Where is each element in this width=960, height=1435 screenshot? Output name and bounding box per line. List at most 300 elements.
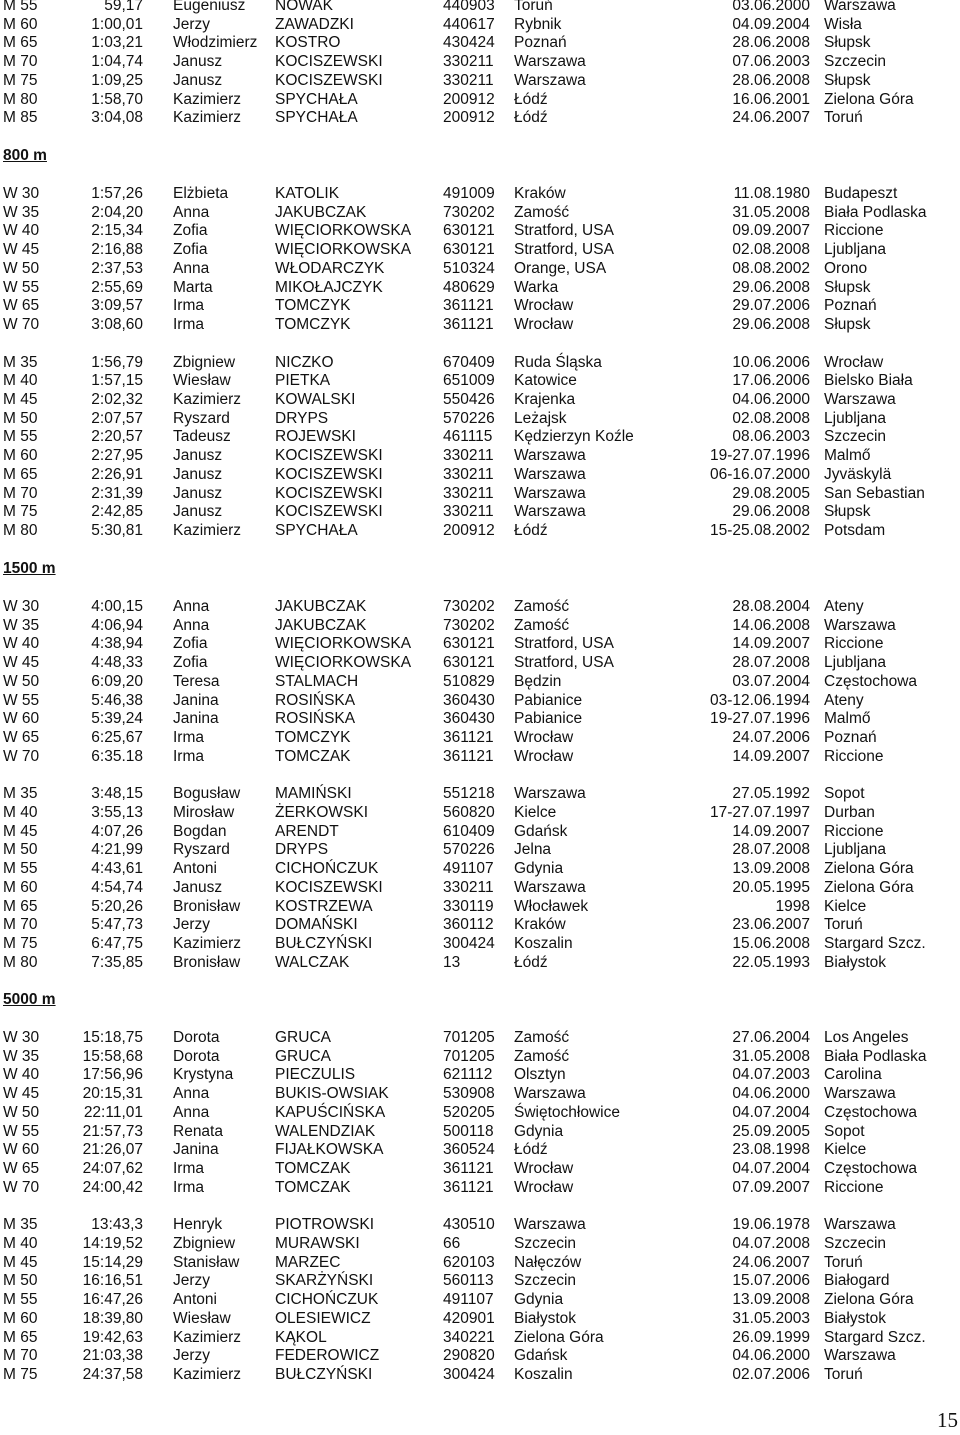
birth-code-cell: 730202 bbox=[443, 616, 495, 634]
category-cell: M 55 bbox=[3, 428, 38, 446]
venue-cell: Częstochowa bbox=[824, 1103, 918, 1121]
club-cell: Leżajsk bbox=[514, 409, 567, 427]
last-name-cell: GRUCA bbox=[275, 1029, 331, 1046]
record-row bbox=[0, 91, 960, 110]
category-cell: W 70 bbox=[3, 1178, 40, 1196]
birth-code-cell: 330119 bbox=[443, 897, 494, 915]
date-cell: 13.09.2008 bbox=[732, 860, 810, 878]
birth-code-cell: 420901 bbox=[443, 1309, 495, 1327]
first-name-cell: Irma bbox=[173, 729, 204, 746]
category-cell: M 45 bbox=[3, 822, 38, 840]
category-cell: W 35 bbox=[3, 1047, 40, 1065]
category-cell: W 50 bbox=[3, 1103, 40, 1121]
category-cell: M 60 bbox=[3, 447, 38, 465]
category-cell: M 65 bbox=[3, 465, 38, 483]
club-cell: Łódź bbox=[514, 953, 548, 971]
last-name-cell: ZAWADZKI bbox=[275, 15, 354, 33]
birth-code-cell: 730202 bbox=[443, 203, 495, 221]
record-row bbox=[0, 1235, 960, 1254]
birth-code-cell: 551218 bbox=[443, 785, 495, 803]
category-cell: M 80 bbox=[3, 522, 38, 539]
club-cell: Wrocław bbox=[514, 316, 574, 333]
category-cell: W 40 bbox=[3, 1066, 40, 1084]
record-row bbox=[0, 1048, 960, 1067]
category-cell: W 65 bbox=[3, 1160, 40, 1177]
category-cell: W 35 bbox=[3, 203, 40, 221]
last-name-cell: TOMCZYK bbox=[275, 316, 351, 333]
club-cell: Zamość bbox=[514, 616, 570, 634]
result-cell: 21:26,07 bbox=[82, 1141, 143, 1159]
club-cell: Wrocław bbox=[514, 1178, 574, 1196]
first-name-cell: Kazimierz bbox=[173, 109, 242, 127]
result-cell: 21:03,38 bbox=[82, 1347, 143, 1365]
venue-cell: Toruń bbox=[824, 109, 863, 127]
venue-cell: Ateny bbox=[824, 691, 864, 709]
last-name-cell: JAKUBCZAK bbox=[275, 203, 367, 221]
record-row bbox=[0, 260, 960, 279]
date-cell: 15.06.2008 bbox=[732, 935, 810, 952]
venue-cell: Białystok bbox=[824, 953, 887, 971]
first-name-cell: Ryszard bbox=[173, 409, 230, 427]
result-cell: 1:58,70 bbox=[91, 90, 143, 108]
last-name-cell: WŁODARCZYK bbox=[275, 259, 385, 277]
first-name-cell: Janina bbox=[173, 1141, 219, 1159]
result-cell: 6:09,20 bbox=[91, 672, 143, 690]
result-cell: 3:09,57 bbox=[91, 297, 143, 315]
category-cell: M 35 bbox=[3, 1216, 38, 1234]
club-cell: Łódź bbox=[514, 109, 548, 127]
last-name-cell: NOWAK bbox=[275, 0, 333, 14]
record-row bbox=[0, 1066, 960, 1085]
category-cell: M 60 bbox=[3, 15, 38, 33]
birth-code-cell: 330211 bbox=[443, 484, 494, 502]
result-cell: 5:20,26 bbox=[91, 897, 143, 915]
section-heading: 1500 m bbox=[3, 560, 56, 577]
category-cell: W 50 bbox=[3, 259, 40, 277]
record-row bbox=[0, 241, 960, 260]
venue-cell: San Sebastian bbox=[824, 484, 925, 502]
date-cell: 16.06.2001 bbox=[732, 90, 810, 108]
result-cell: 3:48,15 bbox=[91, 785, 143, 803]
venue-cell: Zielona Góra bbox=[824, 90, 914, 108]
record-row bbox=[0, 316, 960, 335]
venue-cell: Warszawa bbox=[824, 390, 896, 408]
result-cell: 5:30,81 bbox=[91, 522, 143, 539]
first-name-cell: Irma bbox=[173, 316, 204, 333]
venue-cell: Toruń bbox=[824, 1366, 863, 1383]
category-cell: W 45 bbox=[3, 654, 40, 672]
last-name-cell: SPYCHAŁA bbox=[275, 109, 358, 127]
record-row bbox=[0, 1366, 960, 1385]
category-cell: M 55 bbox=[3, 0, 38, 14]
club-cell: Łódź bbox=[514, 522, 548, 539]
date-cell: 14.09.2007 bbox=[732, 822, 810, 840]
venue-cell: Warszawa bbox=[824, 616, 896, 634]
result-cell: 2:20,57 bbox=[91, 428, 143, 446]
record-row bbox=[0, 692, 960, 711]
category-cell: M 50 bbox=[3, 841, 38, 859]
first-name-cell: Janusz bbox=[173, 53, 223, 71]
birth-code-cell: 570226 bbox=[443, 841, 495, 859]
club-cell: Rybnik bbox=[514, 15, 562, 33]
club-cell: Wrocław bbox=[514, 747, 574, 765]
result-cell: 4:21,99 bbox=[91, 841, 143, 859]
venue-cell: Częstochowa bbox=[824, 1160, 918, 1177]
venue-cell: Los Angeles bbox=[824, 1029, 909, 1046]
club-cell: Zamość bbox=[514, 598, 570, 615]
venue-cell: Ljubljana bbox=[824, 841, 887, 859]
record-row bbox=[0, 297, 960, 316]
birth-code-cell: 300424 bbox=[443, 935, 495, 952]
first-name-cell: Bronisław bbox=[173, 953, 241, 971]
record-row bbox=[0, 1347, 960, 1366]
club-cell: Warszawa bbox=[514, 785, 586, 803]
birth-code-cell: 670409 bbox=[443, 353, 495, 371]
result-cell: 2:27,95 bbox=[91, 447, 143, 465]
date-cell: 28.08.2004 bbox=[732, 598, 810, 615]
date-cell: 14.06.2008 bbox=[732, 616, 810, 634]
club-cell: Toruń bbox=[514, 0, 553, 14]
first-name-cell: Dorota bbox=[173, 1047, 220, 1065]
date-cell: 04.06.2000 bbox=[732, 1085, 810, 1103]
venue-cell: Ljubljana bbox=[824, 409, 887, 427]
category-cell: M 60 bbox=[3, 878, 38, 896]
last-name-cell: KOCISZEWSKI bbox=[275, 71, 383, 89]
first-name-cell: Anna bbox=[173, 1085, 210, 1103]
birth-code-cell: 491107 bbox=[443, 860, 494, 878]
date-cell: 23.06.2007 bbox=[732, 916, 810, 934]
category-cell: M 60 bbox=[3, 1309, 38, 1327]
date-cell: 25.09.2005 bbox=[732, 1122, 810, 1140]
last-name-cell: ARENDT bbox=[275, 822, 339, 840]
record-row bbox=[0, 522, 960, 541]
date-cell: 26.09.1999 bbox=[732, 1328, 810, 1346]
first-name-cell: Janusz bbox=[173, 465, 223, 483]
date-cell: 09.09.2007 bbox=[732, 222, 810, 240]
birth-code-cell: 630121 bbox=[443, 222, 495, 240]
club-cell: Jelna bbox=[514, 841, 552, 859]
last-name-cell: GRUCA bbox=[275, 1047, 331, 1065]
record-row bbox=[0, 503, 960, 522]
record-row bbox=[0, 954, 960, 973]
birth-code-cell: 330211 bbox=[443, 447, 494, 465]
record-row bbox=[0, 0, 960, 16]
date-cell: 27.06.2004 bbox=[732, 1029, 810, 1046]
birth-code-cell: 360112 bbox=[443, 916, 494, 934]
birth-code-cell: 500118 bbox=[443, 1122, 494, 1140]
date-cell: 04.07.2004 bbox=[732, 1103, 810, 1121]
club-cell: Koszalin bbox=[514, 935, 573, 952]
club-cell: Gdańsk bbox=[514, 1347, 568, 1365]
result-cell: 2:42,85 bbox=[91, 503, 143, 521]
date-cell: 15.07.2006 bbox=[732, 1272, 810, 1290]
result-cell: 22:11,01 bbox=[83, 1103, 143, 1121]
record-row bbox=[0, 185, 960, 204]
club-cell: Warszawa bbox=[514, 447, 586, 465]
venue-cell: Stargard Szcz. bbox=[824, 935, 926, 952]
last-name-cell: NICZKO bbox=[275, 353, 334, 371]
birth-code-cell: 610409 bbox=[443, 822, 495, 840]
club-cell: Nałęczów bbox=[514, 1253, 582, 1271]
club-cell: Wrocław bbox=[514, 1160, 574, 1177]
birth-code-cell: 620103 bbox=[443, 1253, 495, 1271]
venue-cell: Białystok bbox=[824, 1309, 887, 1327]
last-name-cell: SKARŻYŃSKI bbox=[275, 1272, 374, 1290]
birth-code-cell: 520205 bbox=[443, 1103, 495, 1121]
date-cell: 07.09.2007 bbox=[732, 1178, 810, 1196]
club-cell: Stratford, USA bbox=[514, 241, 614, 259]
club-cell: Kraków bbox=[514, 185, 566, 202]
birth-code-cell: 570226 bbox=[443, 409, 495, 427]
date-cell: 17.06.2006 bbox=[732, 372, 810, 390]
date-cell: 07.06.2003 bbox=[732, 53, 810, 71]
date-cell: 31.05.2003 bbox=[732, 1309, 810, 1327]
result-cell: 1:57,15 bbox=[91, 372, 143, 390]
birth-code-cell: 200912 bbox=[443, 90, 495, 108]
record-row bbox=[0, 1104, 960, 1123]
first-name-cell: Zofia bbox=[173, 654, 208, 672]
birth-code-cell: 200912 bbox=[443, 522, 495, 539]
birth-code-cell: 360430 bbox=[443, 691, 495, 709]
date-cell: 03.07.2004 bbox=[732, 672, 810, 690]
birth-code-cell: 290820 bbox=[443, 1347, 495, 1365]
record-row bbox=[0, 16, 960, 35]
result-cell: 1:03,21 bbox=[91, 34, 143, 52]
venue-cell: Riccione bbox=[824, 222, 884, 240]
club-cell: Stratford, USA bbox=[514, 635, 614, 653]
record-row bbox=[0, 1216, 960, 1235]
birth-code-cell: 66 bbox=[443, 1234, 461, 1252]
birth-code-cell: 560113 bbox=[443, 1272, 494, 1290]
section-heading: 5000 m bbox=[3, 991, 56, 1008]
venue-cell: Warszawa bbox=[824, 1347, 896, 1365]
category-cell: M 85 bbox=[3, 109, 38, 127]
category-cell: W 55 bbox=[3, 691, 40, 709]
result-cell: 24:37,58 bbox=[82, 1366, 143, 1383]
venue-cell: Słupsk bbox=[824, 316, 871, 333]
record-row bbox=[0, 410, 960, 429]
venue-cell: Budapeszt bbox=[824, 185, 898, 202]
category-cell: W 70 bbox=[3, 316, 40, 333]
club-cell: Warszawa bbox=[514, 71, 586, 89]
date-cell: 24.07.2006 bbox=[732, 729, 810, 746]
record-row bbox=[0, 466, 960, 485]
result-cell: 2:31,39 bbox=[91, 484, 143, 502]
venue-cell: Słupsk bbox=[824, 34, 871, 52]
result-cell: 4:43,61 bbox=[91, 860, 143, 878]
birth-code-cell: 200912 bbox=[443, 109, 495, 127]
category-cell: M 45 bbox=[3, 390, 38, 408]
club-cell: Zielona Góra bbox=[514, 1328, 604, 1346]
date-cell: 14.09.2007 bbox=[732, 747, 810, 765]
club-cell: Wrocław bbox=[514, 297, 574, 315]
club-cell: Warszawa bbox=[514, 878, 586, 896]
result-cell: 6:47,75 bbox=[91, 935, 143, 952]
last-name-cell: KOSTRZEWA bbox=[275, 897, 373, 915]
record-row bbox=[0, 222, 960, 241]
venue-cell: Orono bbox=[824, 259, 868, 277]
first-name-cell: Ryszard bbox=[173, 841, 230, 859]
result-cell: 2:15,34 bbox=[91, 222, 143, 240]
record-row bbox=[0, 729, 960, 748]
record-row bbox=[0, 804, 960, 823]
record-row bbox=[0, 860, 960, 879]
record-row bbox=[0, 898, 960, 917]
date-cell: 11.08.1980 bbox=[733, 185, 810, 202]
category-cell: W 45 bbox=[3, 1085, 40, 1103]
record-row bbox=[0, 841, 960, 860]
first-name-cell: Irma bbox=[173, 747, 204, 765]
record-row bbox=[0, 354, 960, 373]
first-name-cell: Janusz bbox=[173, 484, 223, 502]
last-name-cell: KOCISZEWSKI bbox=[275, 53, 383, 71]
record-row bbox=[0, 935, 960, 954]
first-name-cell: Jerzy bbox=[173, 1347, 211, 1365]
category-cell: M 65 bbox=[3, 1328, 38, 1346]
club-cell: Pabianice bbox=[514, 710, 583, 728]
result-cell: 16:16,51 bbox=[82, 1272, 143, 1290]
record-row bbox=[0, 785, 960, 804]
first-name-cell: Tadeusz bbox=[173, 428, 231, 446]
record-row bbox=[0, 916, 960, 935]
first-name-cell: Janusz bbox=[173, 71, 223, 89]
date-cell: 02.08.2008 bbox=[732, 241, 810, 259]
birth-code-cell: 440903 bbox=[443, 0, 495, 14]
result-cell: 14:19,52 bbox=[82, 1234, 143, 1252]
category-cell: W 55 bbox=[3, 278, 40, 296]
record-row bbox=[0, 109, 960, 128]
date-cell: 22.05.1993 bbox=[732, 953, 810, 971]
first-name-cell: Kazimierz bbox=[173, 935, 242, 952]
first-name-cell: Zofia bbox=[173, 222, 208, 240]
club-cell: Kraków bbox=[514, 916, 566, 934]
record-row bbox=[0, 1141, 960, 1160]
date-cell: 10.06.2006 bbox=[732, 353, 810, 371]
venue-cell: Sopot bbox=[824, 785, 865, 803]
result-cell: 21:57,73 bbox=[82, 1122, 143, 1140]
venue-cell: Ljubljana bbox=[824, 241, 887, 259]
venue-cell: Riccione bbox=[824, 1178, 884, 1196]
birth-code-cell: 701205 bbox=[443, 1047, 495, 1065]
birth-code-cell: 621112 bbox=[443, 1066, 493, 1084]
date-cell: 19.06.1978 bbox=[732, 1216, 810, 1234]
category-cell: M 65 bbox=[3, 897, 38, 915]
date-cell: 04.07.2003 bbox=[732, 1066, 810, 1084]
date-cell: 23.08.1998 bbox=[732, 1141, 810, 1159]
first-name-cell: Antoni bbox=[173, 860, 217, 878]
first-name-cell: Zofia bbox=[173, 635, 208, 653]
birth-code-cell: 361121 bbox=[443, 747, 494, 765]
date-cell: 04.06.2000 bbox=[732, 1347, 810, 1365]
venue-cell: Poznań bbox=[824, 729, 877, 746]
venue-cell: Słupsk bbox=[824, 278, 871, 296]
birth-code-cell: 330211 bbox=[443, 53, 494, 71]
result-cell: 13:43,3 bbox=[91, 1216, 143, 1234]
last-name-cell: FEDEROWICZ bbox=[275, 1347, 380, 1365]
last-name-cell: KOSTRO bbox=[275, 34, 341, 52]
last-name-cell: KOCISZEWSKI bbox=[275, 484, 383, 502]
result-cell: 17:56,96 bbox=[82, 1066, 143, 1084]
date-cell: 24.06.2007 bbox=[732, 1253, 810, 1271]
club-cell: Gdynia bbox=[514, 860, 564, 878]
result-cell: 15:14,29 bbox=[82, 1253, 143, 1271]
category-cell: W 60 bbox=[3, 1141, 40, 1159]
result-cell: 6:35.18 bbox=[91, 747, 143, 765]
result-cell: 2:55,69 bbox=[91, 278, 143, 296]
birth-code-cell: 461115 bbox=[443, 428, 493, 446]
first-name-cell: Stanisław bbox=[173, 1253, 240, 1271]
venue-cell: Carolina bbox=[824, 1066, 882, 1084]
result-cell: 2:26,91 bbox=[91, 465, 143, 483]
first-name-cell: Kazimierz bbox=[173, 390, 242, 408]
first-name-cell: Anna bbox=[173, 203, 210, 221]
club-cell: Warka bbox=[514, 278, 559, 296]
last-name-cell: BUKIS-OWSIAK bbox=[275, 1085, 389, 1103]
last-name-cell: PIOTROWSKI bbox=[275, 1216, 375, 1234]
date-cell: 02.07.2006 bbox=[732, 1366, 810, 1383]
venue-cell: Durban bbox=[824, 803, 875, 821]
record-row bbox=[0, 1123, 960, 1142]
birth-code-cell: 510324 bbox=[443, 259, 495, 277]
venue-cell: Wisła bbox=[824, 15, 862, 33]
last-name-cell: JAKUBCZAK bbox=[275, 616, 367, 634]
date-cell: 29.06.2008 bbox=[732, 316, 810, 333]
last-name-cell: WIĘCIORKOWSKA bbox=[275, 241, 412, 259]
club-cell: Zamość bbox=[514, 1047, 570, 1065]
result-cell: 24:00,42 bbox=[82, 1178, 143, 1196]
first-name-cell: Jerzy bbox=[173, 15, 211, 33]
birth-code-cell: 361121 bbox=[443, 1178, 494, 1196]
birth-code-cell: 630121 bbox=[443, 241, 495, 259]
result-cell: 5:46,38 bbox=[91, 691, 143, 709]
date-cell: 08.06.2003 bbox=[732, 428, 810, 446]
first-name-cell: Janusz bbox=[173, 878, 223, 896]
last-name-cell: STALMACH bbox=[275, 672, 359, 690]
category-cell: W 45 bbox=[3, 241, 40, 259]
category-cell: W 35 bbox=[3, 616, 40, 634]
result-cell: 4:06,94 bbox=[91, 616, 143, 634]
result-cell: 15:58,68 bbox=[82, 1047, 143, 1065]
first-name-cell: Henryk bbox=[173, 1216, 223, 1234]
venue-cell: Toruń bbox=[824, 1253, 863, 1271]
birth-code-cell: 430424 bbox=[443, 34, 495, 52]
category-cell: M 80 bbox=[3, 953, 38, 971]
date-cell: 15-25.08.2002 bbox=[710, 522, 810, 539]
date-cell: 08.08.2002 bbox=[732, 259, 810, 277]
date-cell: 27.05.1992 bbox=[732, 785, 810, 803]
birth-code-cell: 491107 bbox=[443, 1291, 494, 1309]
venue-cell: Riccione bbox=[824, 822, 884, 840]
venue-cell: Biała Podlaska bbox=[824, 1047, 927, 1065]
last-name-cell: KAPUŚCIŃSKA bbox=[275, 1103, 386, 1121]
result-cell: 20:15,31 bbox=[82, 1085, 143, 1103]
last-name-cell: MAMIŃSKI bbox=[275, 785, 352, 803]
last-name-cell: OLESIEWICZ bbox=[275, 1309, 371, 1327]
last-name-cell: TOMCZAK bbox=[275, 1160, 351, 1177]
club-cell: Wrocław bbox=[514, 729, 574, 746]
last-name-cell: ŻERKOWSKI bbox=[275, 803, 369, 821]
club-cell: Orange, USA bbox=[514, 259, 607, 277]
last-name-cell: BUŁCZYŃSKI bbox=[275, 935, 373, 952]
result-cell: 5:47,73 bbox=[91, 916, 143, 934]
venue-cell: Zielona Góra bbox=[824, 1291, 914, 1309]
first-name-cell: Janina bbox=[173, 691, 219, 709]
club-cell: Kędzierzyn Koźle bbox=[514, 428, 634, 446]
result-cell: 4:38,94 bbox=[91, 635, 143, 653]
club-cell: Warszawa bbox=[514, 53, 586, 71]
first-name-cell: Kazimierz bbox=[173, 1328, 242, 1346]
date-cell: 04.09.2004 bbox=[732, 15, 810, 33]
